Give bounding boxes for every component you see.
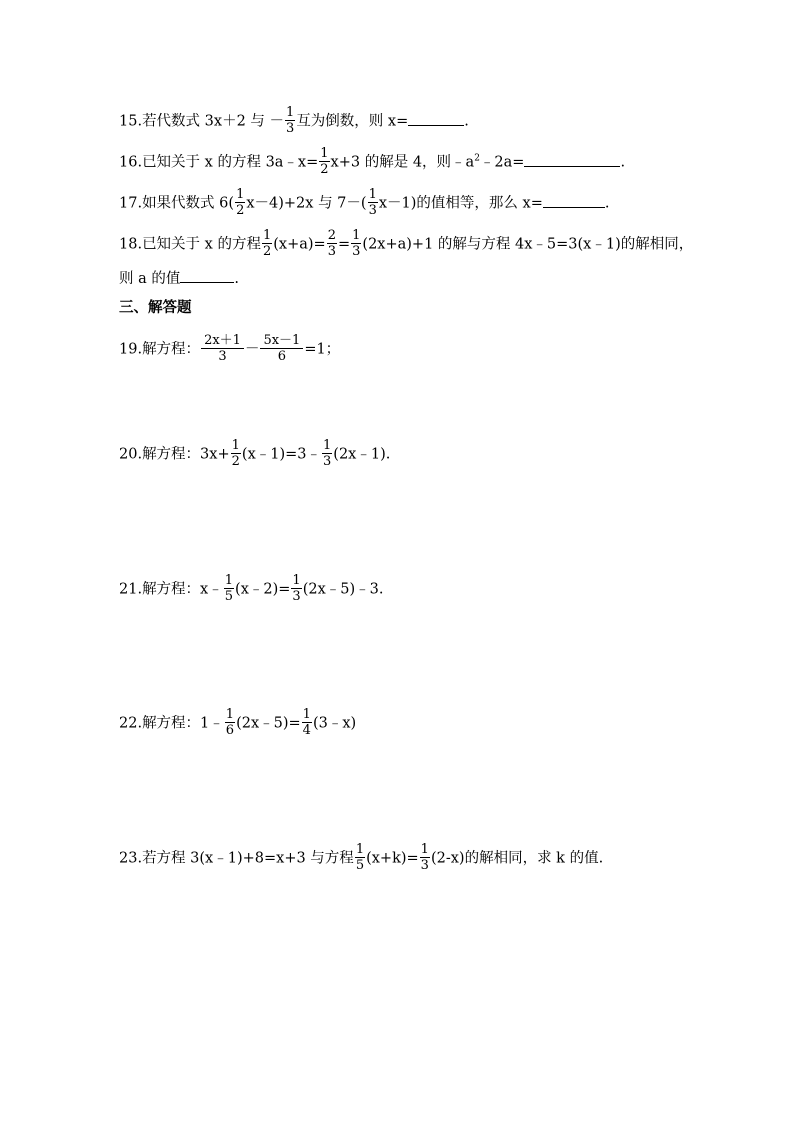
q22-text-2: (2x﹣5)=	[236, 715, 301, 732]
q18-text-4: (2x+a)+1 的解与方程 4x﹣5=3(x﹣1)的解相同，	[362, 236, 694, 253]
q23-fraction-2-numerator: 1	[420, 842, 429, 857]
q17-fraction-2	[368, 187, 378, 218]
q18-number: 18.	[119, 236, 143, 253]
q15-fraction-denominator: 3	[286, 121, 295, 136]
q22-fraction-2-numerator: 1	[302, 707, 311, 722]
q17-fraction-1	[235, 187, 245, 218]
q23-fraction-2	[420, 842, 430, 873]
q17-text-1: 如果代数式 6(	[142, 195, 235, 212]
q18-end: .	[234, 271, 239, 287]
q19-fraction-2-numerator: 5x－1	[260, 333, 303, 349]
q18-line-2-text: 则 a 的值	[119, 271, 181, 287]
q22-fraction-1-denominator: 6	[225, 723, 235, 738]
q21-text-2: (x﹣2)=	[235, 581, 291, 598]
q20-text-1: 解方程：3x+	[142, 446, 230, 463]
q21-fraction-1-numerator: 1	[224, 573, 234, 588]
q18-text-1: 已知关于 x 的方程	[142, 236, 261, 253]
q21-number: 21.	[119, 581, 143, 598]
q15-text-2: 互为倒数，则 x=	[296, 113, 409, 130]
question-19	[119, 334, 340, 365]
q20-text-3: (2x﹣1).	[333, 446, 391, 463]
q18-fraction-3-denominator: 3	[352, 244, 361, 259]
q23-fraction-1-denominator: 5	[355, 858, 365, 873]
q19-text-2: －	[244, 341, 260, 358]
q15-text-1: 若代数式 3x＋2 与 －	[142, 113, 285, 130]
q22-fraction-1	[225, 707, 235, 738]
q19-text-3: =1；	[304, 341, 341, 358]
q22-fraction-2-denominator: 4	[302, 723, 311, 738]
q16-text-1: 已知关于 x 的方程 3a﹣x=	[142, 154, 319, 171]
q16-fraction-numerator: 1	[320, 146, 329, 161]
q21-fraction-1	[224, 573, 234, 604]
q18-fraction-3	[351, 228, 361, 259]
q16-fraction-denominator: 2	[320, 162, 329, 177]
q23-number: 23.	[119, 850, 143, 867]
q18-text-2: (x+a)=	[273, 236, 326, 253]
question-16	[119, 147, 625, 178]
q18-fraction-1	[262, 228, 272, 259]
q22-text-3: (3﹣x)	[312, 715, 357, 732]
q18-fraction-3-numerator: 1	[352, 228, 361, 243]
q21-fraction-2-denominator: 3	[292, 589, 301, 604]
q16-answer-blank[interactable]	[524, 152, 620, 167]
q17-fraction-1-denominator: 2	[236, 203, 245, 218]
q16-end: .	[620, 154, 626, 171]
q23-fraction-1-numerator: 1	[355, 842, 365, 857]
q18-fraction-2	[327, 228, 337, 259]
q17-number: 17.	[119, 195, 143, 212]
q17-fraction-2-denominator: 3	[368, 203, 377, 218]
question-18	[119, 229, 693, 260]
question-22	[119, 708, 356, 739]
q23-text-3: (2-x)的解相同，求 k 的值.	[430, 850, 604, 867]
q22-text-1: 解方程：1﹣	[142, 715, 224, 732]
q18-fraction-1-numerator: 1	[262, 228, 272, 243]
q18-answer-blank[interactable]	[180, 268, 234, 283]
q20-text-2: (x﹣1)=3﹣	[241, 446, 321, 463]
question-18-line-2	[119, 268, 239, 289]
q23-text-2: (x+k)=	[366, 850, 419, 867]
q17-text-3: x－1)的值相等，那么 x=	[378, 195, 543, 212]
q16-fraction	[319, 146, 329, 177]
q20-number: 20.	[119, 446, 143, 463]
q19-fraction-2	[260, 333, 303, 364]
q22-fraction-2	[302, 707, 312, 738]
q18-text-3: =	[337, 236, 351, 253]
q21-text-3: (2x﹣5)﹣3.	[302, 581, 384, 598]
q19-text-1: 解方程：	[142, 341, 201, 358]
q17-end: .	[604, 195, 610, 212]
q16-superscript: 2	[474, 153, 480, 164]
q22-fraction-1-numerator: 1	[225, 707, 235, 722]
q17-fraction-2-numerator: 1	[368, 187, 377, 202]
q15-number: 15.	[119, 113, 143, 130]
question-15	[119, 106, 469, 137]
q17-fraction-1-numerator: 1	[236, 187, 245, 202]
q23-text-1: 若方程 3(x﹣1)+8=x+3 与方程	[142, 850, 354, 867]
question-23	[119, 843, 603, 874]
q19-fraction-1	[201, 333, 244, 364]
q15-answer-blank[interactable]	[408, 111, 464, 126]
q17-answer-blank[interactable]	[543, 193, 605, 208]
question-21	[119, 574, 383, 605]
section-heading: 三、解答题	[119, 300, 192, 316]
question-20	[119, 439, 390, 470]
q19-fraction-1-numerator: 2x＋1	[201, 333, 244, 349]
q16-text-2: x+3 的解是 4，则﹣a	[330, 154, 475, 171]
q20-fraction-1-numerator: 1	[231, 438, 240, 453]
q19-fraction-1-denominator: 3	[218, 349, 227, 364]
q21-text-1: 解方程：x﹣	[142, 581, 223, 598]
q15-fraction	[285, 105, 295, 136]
q20-fraction-1-denominator: 2	[231, 454, 240, 469]
q17-text-2: x－4)+2x 与 7－(	[246, 195, 367, 212]
q20-fraction-2-numerator: 1	[323, 438, 332, 453]
q20-fraction-2	[322, 438, 332, 469]
question-17	[119, 188, 609, 219]
q21-fraction-2-numerator: 1	[292, 573, 301, 588]
q20-fraction-1	[231, 438, 241, 469]
q21-fraction-1-denominator: 5	[224, 589, 234, 604]
q18-fraction-2-denominator: 3	[327, 244, 336, 259]
q21-fraction-2	[291, 573, 301, 604]
q18-fraction-1-denominator: 2	[262, 244, 272, 259]
q19-fraction-2-denominator: 6	[277, 349, 287, 364]
q23-fraction-1	[355, 842, 365, 873]
q19-number: 19.	[119, 341, 143, 358]
q15-fraction-numerator: 1	[286, 105, 295, 120]
q20-fraction-2-denominator: 3	[323, 454, 332, 469]
q23-fraction-2-denominator: 3	[420, 858, 429, 873]
q18-fraction-2-numerator: 2	[327, 228, 336, 243]
q16-number: 16.	[119, 154, 143, 171]
q15-end: .	[464, 113, 469, 130]
q16-text-3: ﹣2a=	[479, 154, 525, 171]
q22-number: 22.	[119, 715, 143, 732]
